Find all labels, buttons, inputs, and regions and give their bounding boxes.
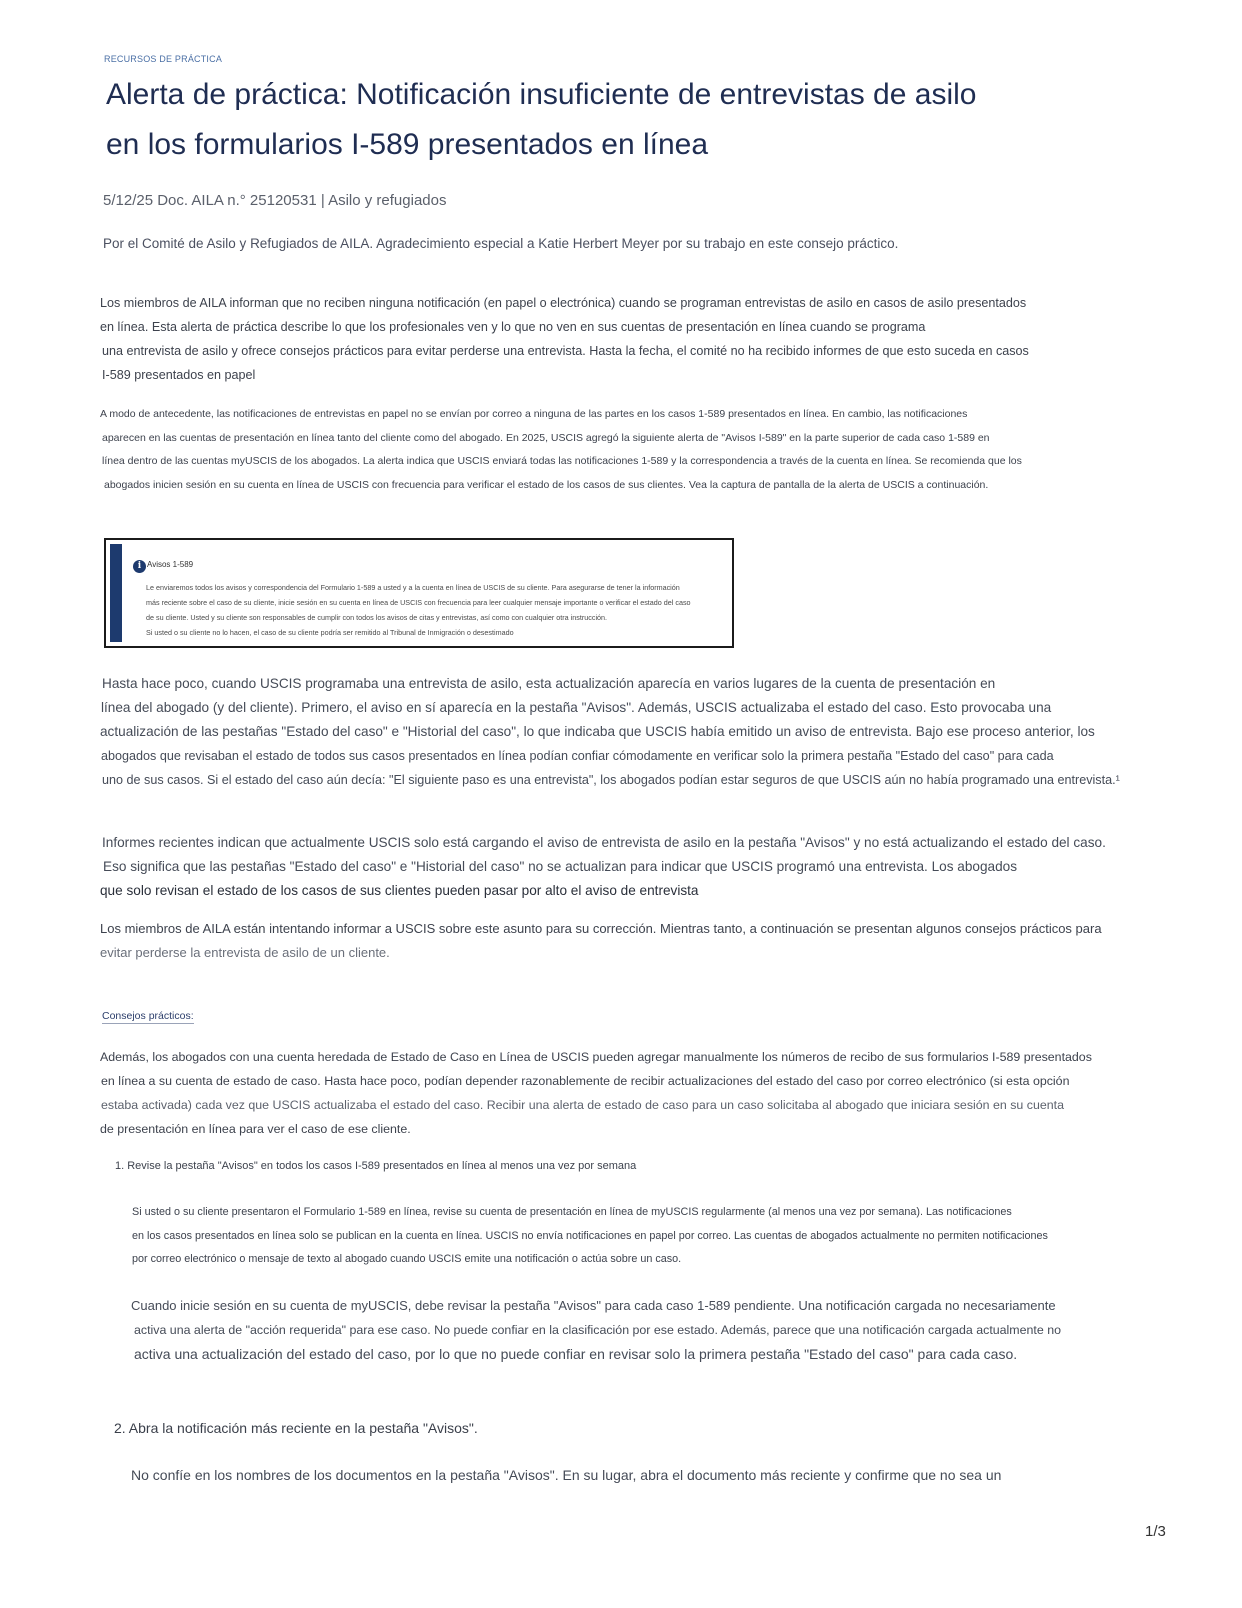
background-paragraph: [100, 403, 1100, 497]
paragraph-line: aparecen en las cuentas de presentación en línea tanto del cliente como del abogado. En 2025, USCIS agregó la siguiente alerta de "Avisos I-589" en la parte superior de cada caso 1-589 en: [102, 431, 990, 444]
alert-line: Si usted o su cliente no lo hacen, el caso de su cliente podría ser remitido al Tribunal de Inmigración o desestimado: [146, 628, 514, 637]
paragraph-line: estaba activada) cada vez que USCIS actualizaba el estado del caso. Recibir una alerta de estado de caso para un caso solicitaba al abogado que iniciara sesión en su cuenta: [101, 1098, 1064, 1112]
history-paragraph: [100, 672, 1120, 792]
tip-2-paragraph: [131, 1463, 1091, 1487]
paragraph-line: Los miembros de AILA están intentando informar a USCIS sobre este asunto para su corrección. Mientras tanto, a continuación se presentan algunos consejos prácticos para: [100, 921, 1102, 936]
paragraph-line: línea dentro de las cuentas myUSCIS de los abogados. La alerta indica que USCIS enviará todas las notificaciones 1-589 y la correspondencia a través de la cuenta en línea. Se recomienda que los: [102, 455, 1022, 467]
tip-item-2: 2. Abra la notificación más reciente en la pestaña "Avisos".: [114, 1420, 478, 1436]
paragraph-line: abogados que revisaban el estado de todos sus casos presentados en línea podían confiar cómodamente en verificar solo la primera pestaña "Estado del caso" para cada: [101, 749, 1054, 763]
paragraph-line: evitar perderse la entrevista de asilo de un cliente.: [100, 945, 390, 960]
paragraph-line: que solo revisan el estado de los casos de sus clientes pueden pasar por alto el aviso de entrevista: [100, 883, 699, 898]
alert-body: [146, 580, 726, 640]
alert-stripe: [110, 544, 122, 642]
paragraph-line: I-589 presentados en papel: [102, 368, 256, 382]
page-number: 1/3: [1145, 1523, 1166, 1540]
title-line-2: en los formularios I-589 presentados en línea: [106, 128, 709, 161]
paragraph-line: en los casos presentados en línea solo se publican en la cuenta en línea. USCIS no envía notificaciones en papel por correo. Las cuentas de abogados actualmente no permiten notificaciones: [132, 1229, 1048, 1242]
paragraph-line: Además, los abogados con una cuenta heredada de Estado de Caso en Línea de USCIS pueden agregar manualmente los números de recibo de sus formularios I-589 presentados: [100, 1050, 1092, 1064]
paragraph-line: abogados inicien sesión en su cuenta en línea de USCIS con frecuencia para verificar el estado de los casos de sus clientes. Vea la captura de pantalla de la alerta de USCIS a continuación.: [104, 478, 989, 491]
section-label[interactable]: RECURSOS DE PRÁCTICA: [104, 54, 223, 64]
document-meta: 5/12/25 Doc. AILA n.° 25120531 | Asilo y refugiados: [103, 192, 447, 209]
tip-1-paragraph-b: [131, 1294, 1091, 1366]
tip-1-paragraph-a: [132, 1201, 1092, 1272]
paragraph-line: No confíe en los nombres de los documentos en la pestaña "Avisos". En su lugar, abra el documento más reciente y confirme que no sea un: [131, 1467, 1002, 1483]
paragraph-line: una entrevista de asilo y ofrece consejos prácticos para evitar perderse una entrevista. Hasta la fecha, el comité no ha recibido informes de que esto suceda en casos: [102, 344, 1029, 358]
paragraph-line: actualización de las pestañas "Estado del caso" e "Historial del caso", lo que indicaba que USCIS había emitido un aviso de entrevista. Bajo ese proceso anterior, los: [100, 724, 1095, 739]
uscis-alert-screenshot: [104, 538, 734, 648]
paragraph-line: de presentación en línea para ver el caso de ese cliente.: [100, 1122, 411, 1136]
paragraph-line: Los miembros de AILA informan que no reciben ninguna notificación (en papel o electrónica) cuando se programan entrevistas de asilo en casos de asilo presentados: [100, 296, 1027, 310]
paragraph-line: activa una alerta de "acción requerida" para ese caso. No puede confiar en la clasificación por ese estado. Además, parece que una notificación cargada actualmente no: [134, 1323, 1061, 1337]
alert-line: más reciente sobre el caso de su cliente, inicie sesión en su cuenta en línea de USCIS con frecuencia para leer cualquier mensaje importante o verificar el estado del caso: [146, 598, 691, 607]
paragraph-line: Cuando inicie sesión en su cuenta de myUSCIS, debe revisar la pestaña "Avisos" para cada caso 1-589 pendiente. Una notificación cargada no necesariamente: [131, 1298, 1056, 1313]
paragraph-line: línea del abogado (y del cliente). Primero, el aviso en sí aparecía en la pestaña "Avisos". Además, USCIS actualizaba el estado del caso. Esto provocaba una: [101, 700, 1052, 715]
paragraph-line: por correo electrónico o mensaje de texto al abogado cuando USCIS emite una notificación o actúa sobre un caso.: [132, 1253, 682, 1265]
paragraph-line: Eso significa que las pestañas "Estado del caso" e "Historial del caso" no se actualizan para indicar que USCIS programó una entrevista. Los abogados: [103, 859, 1017, 874]
paragraph-line: Si usted o su cliente presentaron el Formulario 1-589 en línea, revise su cuenta de presentación en línea de myUSCIS regularmente (al menos una vez por semana). Las notificaciones: [132, 1206, 1012, 1218]
alert-line: de su cliente. Usted y su cliente son responsables de cumplir con todos los avisos de citas y entrevistas, así como con cualquier otra instrucción.: [146, 613, 608, 622]
alert-title: Avisos 1-589: [147, 560, 194, 569]
byline: Por el Comité de Asilo y Refugiados de AILA. Agradecimiento especial a Katie Herbert Meyer por su trabajo en este consejo práctico.: [103, 236, 899, 251]
paragraph-line: en línea a su cuenta de estado de caso. Hasta hace poco, podían depender razonablemente de recibir actualizaciones del estado del caso por correo electrónico (si esta opción: [101, 1074, 1070, 1088]
aila-members-paragraph: [100, 917, 1100, 965]
practice-tips-heading: Consejos prácticos:: [102, 1010, 194, 1022]
intro-paragraph: [100, 291, 1100, 387]
paragraph-line: A modo de antecedente, las notificaciones de entrevistas en papel no se envían por correo a ninguna de las partes en los casos 1-589 presentados en línea. En cambio, las notificaciones: [100, 408, 968, 420]
page-title: [106, 70, 1066, 170]
paragraph-line: en línea. Esta alerta de práctica describe lo que los profesionales ven y lo que no ven en sus cuentas de presentación en línea cuando se programa: [100, 320, 926, 334]
tip-item-1: 1. Revise la pestaña "Avisos" en todos los casos I-589 presentados en línea al menos una vez por semana: [115, 1160, 637, 1172]
paragraph-line: activa una actualización del estado del caso, por lo que no puede confiar en revisar solo la primera pestaña "Estado del caso" para cada caso.: [134, 1346, 1018, 1362]
paragraph-line: Informes recientes indican que actualmente USCIS solo está cargando el aviso de entrevista de asilo en la pestaña "Avisos" y no está actualizando el estado del caso.: [102, 835, 1106, 850]
alert-line: Le enviaremos todos los avisos y correspondencia del Formulario 1-589 a usted y a la cuenta en línea de USCIS de su cliente. Para asegurarse de tener la información: [146, 583, 680, 592]
title-line-1: Alerta de práctica: Notificación insuficiente de entrevistas de asilo: [106, 78, 977, 111]
legacy-account-paragraph: [100, 1045, 1100, 1141]
paragraph-line: uno de sus casos. Si el estado del caso aún decía: "El siguiente paso es una entrevista", los abogados podían estar seguros de que USCIS aún no había programado una entrevista.¹: [102, 773, 1120, 787]
info-icon: i: [133, 560, 146, 573]
recent-reports-paragraph: [100, 831, 1106, 903]
paragraph-line: Hasta hace poco, cuando USCIS programaba una entrevista de asilo, esta actualización aparecía en varios lugares de la cuenta de presentación en: [102, 676, 996, 691]
